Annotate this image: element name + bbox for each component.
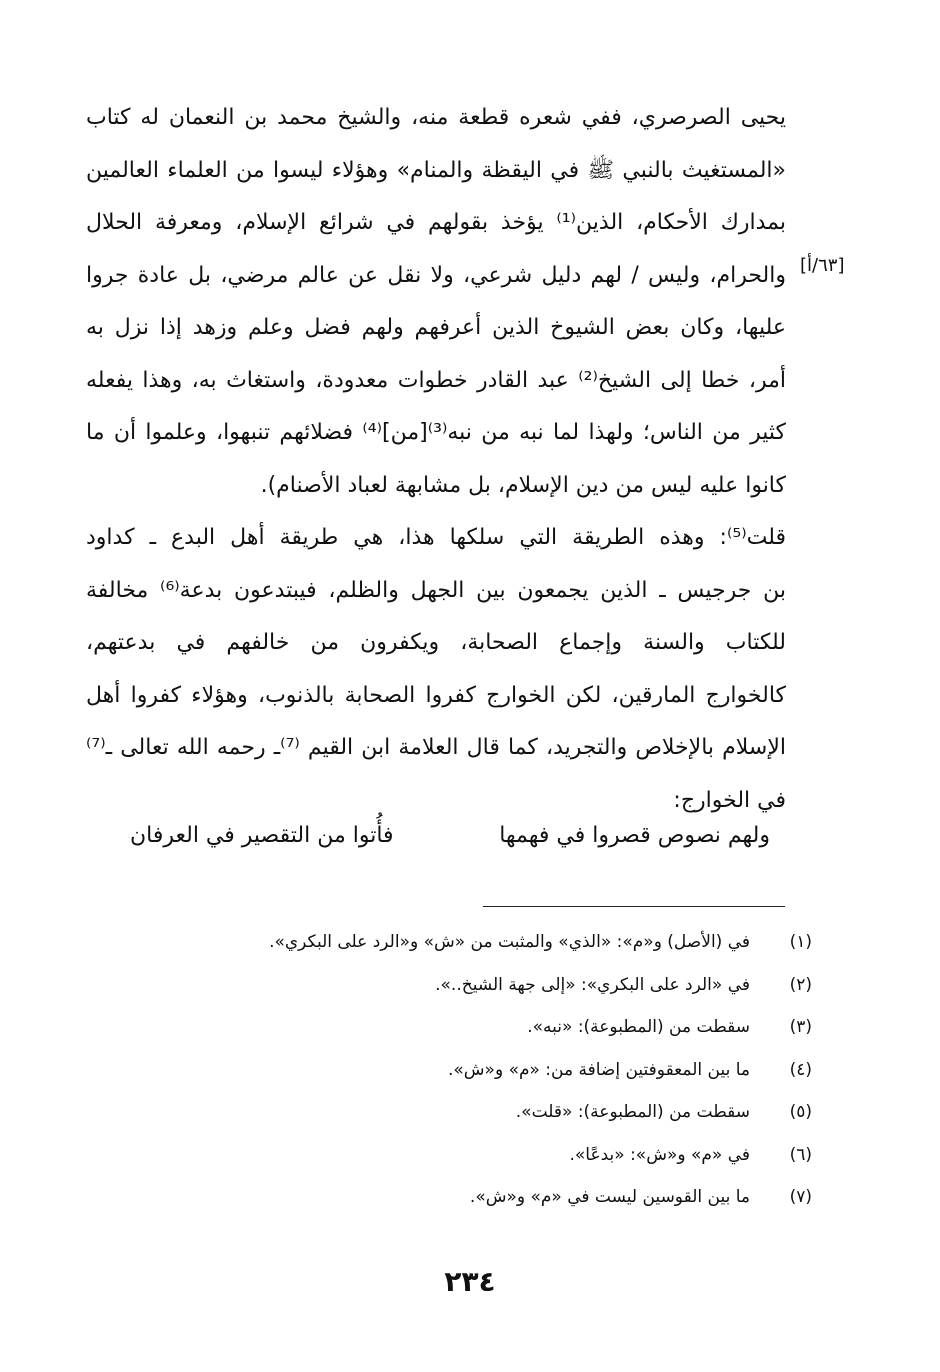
footnotes-list: [230, 928, 812, 1226]
poetry-verse: [130, 815, 770, 865]
footnote-number: (٣): [789, 1017, 812, 1037]
footnote-item: [230, 928, 812, 971]
footnote-text: سقطت من (المطبوعة): «قلت».: [515, 1102, 750, 1122]
footnote-text: في (الأصل) و«م»: «الذي» والمثبت من «ش» و«الرد على البكري».: [269, 932, 750, 952]
footnote-item: [230, 1013, 812, 1056]
footnote-item: [230, 1183, 812, 1226]
footnote-text: ما بين المعقوفتين إضافة من: «م» و«ش».: [448, 1059, 750, 1080]
footnote-number: (٧): [789, 1187, 812, 1207]
verse-first-hemistich: ولهم نصوص قصروا في فهمها: [499, 823, 770, 848]
verse-second-hemistich: فأُتوا من التقصير في العرفان: [130, 823, 394, 848]
page-number: ٢٣٤: [444, 1265, 496, 1298]
body-line: بن جرجيس ـ الذين يجمعون بين الجهل والظلم، فيبتدعون بدعة⁽⁶⁾ مخالفة: [86, 577, 786, 603]
footnote-number: (٥): [789, 1102, 812, 1122]
footnote-separator: [483, 906, 785, 907]
body-line: قلت⁽⁵⁾: وهذه الطريقة التي سلكها هذا، هي طريقة أهل البدع ـ كداود: [86, 525, 786, 550]
body-line: كالخوارج المارقين، لكن الخوارج كفروا الصحابة بالذنوب، وهؤلاء كفروا أهل: [86, 682, 786, 708]
body-text: [86, 92, 786, 827]
body-line: بمدارك الأحكام، الذين⁽¹⁾ يؤخذ بقولهم في شرائع الإسلام، ومعرفة الحلال: [86, 210, 786, 235]
body-line: يحيى الصرصري، ففي شعره قطعة منه، والشيخ محمد بن النعمان له كتاب: [86, 105, 786, 130]
body-line: كانوا عليه ليس من دين الإسلام، بل مشابهة لعباد الأصنام).: [260, 472, 786, 498]
footnote-text: سقطت من (المطبوعة): «نبه».: [527, 1017, 750, 1037]
body-line: «المستغيث بالنبي ﷺ في اليقظة والمنام» وهؤلاء ليسوا من العلماء العالمين: [86, 157, 786, 183]
footnote-text: في «م» و«ش»: «بدعًا».: [569, 1144, 750, 1165]
footnote-item: [230, 1141, 812, 1184]
manuscript-folio-reference: [٦٣/أ]: [800, 255, 845, 276]
footnote-text: في «الرد على البكري»: «إلى جهة الشيخ..».: [435, 974, 750, 995]
body-line: عليها، وكان بعض الشيوخ الذين أعرفهم ولهم فضل وعلم وزهد إذا نزل به: [86, 315, 786, 340]
footnote-number: (١): [789, 932, 812, 952]
body-line: للكتاب والسنة وإجماع الصحابة، ويكفرون من خالفهم في بدعتهم،: [86, 630, 786, 655]
footnote-number: (٤): [789, 1059, 812, 1080]
footnote-item: [230, 1098, 812, 1141]
footnote-number: (٢): [789, 974, 812, 995]
body-line: في الخوارج:: [673, 787, 786, 813]
footnote-item: [230, 1056, 812, 1099]
footnote-text: ما بين القوسين ليست في «م» و«ش».: [469, 1187, 750, 1207]
body-line: الإسلام بالإخلاص والتجريد، كما قال العلامة ابن القيم ⁽⁷⁾ـ رحمه الله تعالى ـ⁽⁷⁾: [86, 735, 786, 760]
footnote-number: (٦): [789, 1144, 812, 1165]
body-line: كثير من الناس؛ ولهذا لما نبه من نبه⁽³⁾[من]⁽⁴⁾ فضلائهم تنبهوا، وعلموا أن ما: [86, 420, 786, 445]
body-line: والحرام، وليس / لهم دليل شرعي، ولا نقل عن عالم مرضي، بل عادة جروا: [86, 262, 786, 288]
footnote-item: [230, 971, 812, 1014]
body-line: أمر، خطا إلى الشيخ⁽²⁾ عبد القادر خطوات معدودة، واستغاث به، وهذا يفعله: [86, 367, 786, 393]
